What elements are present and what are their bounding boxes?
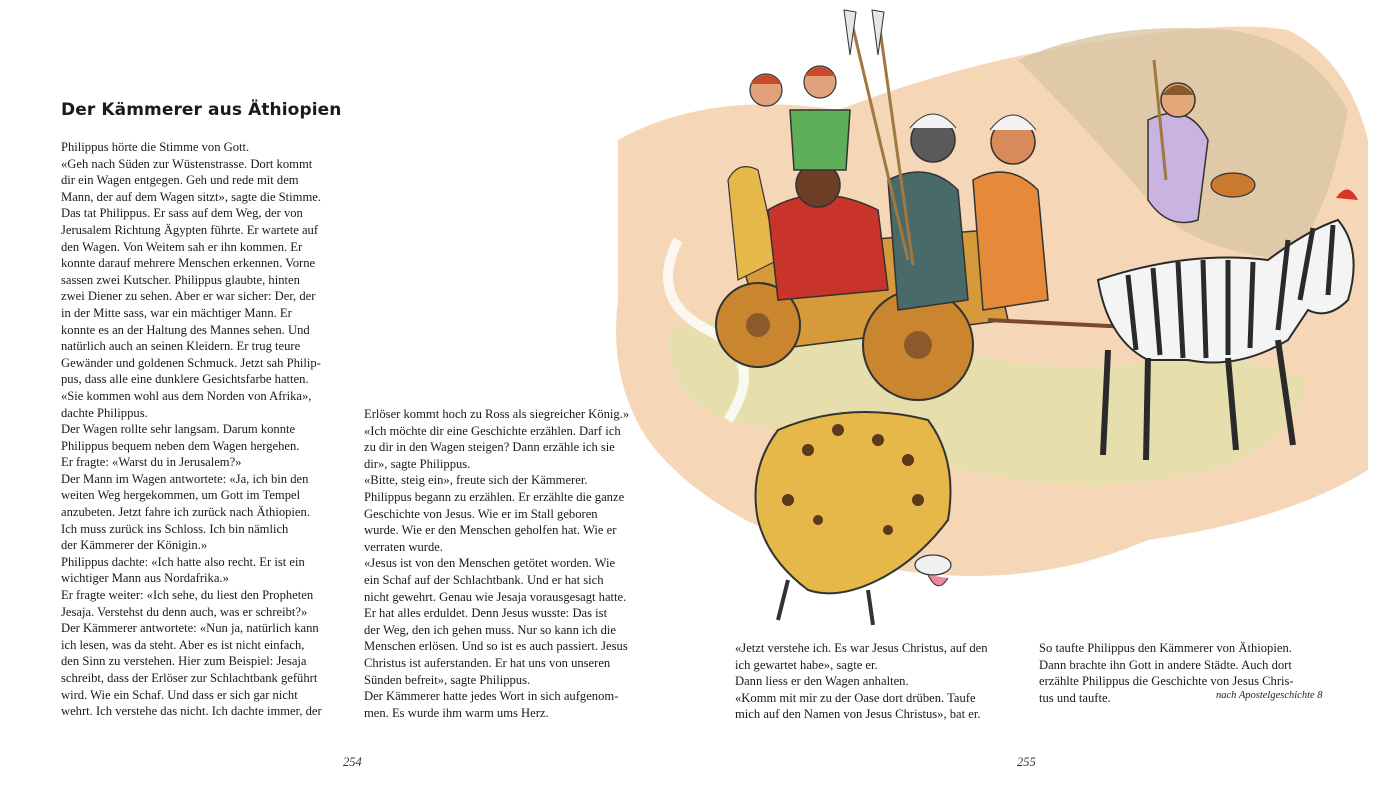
text-line: verraten wurde.: [364, 539, 444, 554]
text-line: Geschichte von Jesus. Wie er im Stall geboren: [364, 506, 598, 521]
text-line: schreibt, dass der Erlöser zur Schlachtbank geführt: [61, 671, 318, 685]
servants: [750, 66, 836, 106]
text-line: ich lesen, was da steht. Aber es ist nicht einfach,: [61, 637, 305, 652]
text-line: «Ich möchte dir eine Geschichte erzählen. Darf ich: [364, 423, 621, 438]
text-line: Der Kämmerer antwortete: «Nun ja, natürlich kann: [61, 621, 319, 636]
text-line: Menschen erlösen. Und so ist es auch passiert. Jesus: [364, 639, 628, 654]
text-line: Erlöser kommt hoch zu Ross als siegreicher König.»: [364, 407, 630, 421]
text-line: Jerusalem Richtung Ägypten führte. Er wartete auf: [61, 222, 319, 237]
page-number-left: 254: [343, 755, 362, 769]
page-number-right: 255: [1017, 755, 1036, 769]
text-line: zu dir in den Wagen steigen? Dann erzähle ich sie: [364, 440, 615, 455]
text-line: Dann brachte ihn Gott in andere Städte. Auch dort: [1039, 657, 1292, 672]
text-line: der Kämmerer der Königin.»: [61, 538, 208, 553]
text-line: konnte es an der Haltung des Mannes sehen. Und: [61, 322, 310, 337]
text-line: Ich muss zurück ins Schloss. Ich bin nämlich: [61, 521, 289, 536]
text-line: «Komm mit mir zu der Oase dort drüben. Taufe: [735, 690, 976, 705]
text-line: tus und taufte.: [1039, 690, 1111, 705]
text-line: So taufte Philippus den Kämmerer von Äthiopien.: [1039, 641, 1292, 655]
text-line: «Jetzt verstehe ich. Es war Jesus Christus, auf den: [735, 641, 988, 655]
text-line: zwei Diener zu sehen. Aber er war sicher: Der, der: [61, 289, 316, 304]
text-line: pus, dass alle eine dunklere Gesichtsfarbe hatten.: [61, 372, 309, 387]
text-line: wichtiger Mann aus Nordafrika.»: [61, 571, 229, 586]
text-line: wurde. Wie er den Menschen geholfen hat. Wie er: [364, 523, 617, 538]
source-note: nach Apostelgeschichte 8: [1216, 690, 1323, 701]
leopard: [756, 412, 952, 625]
text-line: Der Wagen rollte sehr langsam. Darum konnte: [61, 422, 296, 437]
text-line: Philippus dachte: «Ich hatte also recht. Er ist ein: [61, 554, 305, 569]
text-line: sassen zwei Kutscher. Philippus glaubte, hinten: [61, 272, 300, 287]
text-line: «Sie kommen wohl aus dem Norden von Afrika»,: [61, 388, 312, 403]
chariot-illustration: [588, 0, 1378, 640]
text-line: dachte Philippus.: [61, 405, 148, 420]
text-line: Mann, der auf dem Wagen sitzt», sagte die Stimme.: [61, 189, 322, 204]
text-line: Sünden befreit», sagte Philippus.: [364, 672, 531, 687]
text-line: Philippus bequem neben dem Wagen hergehen.: [61, 438, 300, 453]
text-line: ein Schaf auf der Schlachtbank. Und er hat sich: [364, 572, 604, 587]
text-line: Christus ist auferstanden. Er hat uns von unseren: [364, 655, 611, 670]
text-line: wird. Wie ein Schaf. Und dass er sich gar nicht: [61, 687, 298, 702]
text-line: nicht gewehrt. Genau wie Jesaja vorausgesagt hatte.: [364, 589, 627, 604]
text-line: wehrt. Ich verstehe das nicht. Ich dachte immer, der: [61, 704, 322, 719]
text-line: anzubeten. Jetzt fahre ich zurück nach Äthiopien.: [61, 505, 310, 520]
text-line: den Wagen. Von Weitem sah er ihn kommen. Er: [61, 239, 303, 254]
page-title: Der Kämmerer aus Äthiopien: [61, 100, 342, 120]
text-line: erzählte Philippus die Geschichte von Jesus Chris-: [1039, 674, 1294, 689]
text-line: Der Kämmerer hatte jedes Wort in sich aufgenom-: [364, 689, 619, 704]
text-column-3: [735, 640, 988, 723]
text-line: mich auf den Namen von Jesus Christus», bat er.: [735, 707, 981, 722]
text-line: Er fragte: «Warst du in Jerusalem?»: [61, 455, 242, 470]
text-line: men. Es wurde ihm warm ums Herz.: [364, 705, 549, 720]
text-line: Der Mann im Wagen antwortete: «Ja, ich bin den: [61, 471, 309, 486]
text-line: weiten Weg hergekommen, um Gott im Tempel: [61, 488, 301, 503]
text-column-1: [61, 139, 322, 720]
text-line: Das tat Philippus. Er sass auf dem Weg, der von: [61, 206, 303, 221]
text-line: dir ein Wagen entgegen. Geh und rede mit dem: [61, 173, 299, 188]
text-line: Gewänder und goldenen Schmuck. Jetzt sah Philip-: [61, 355, 321, 370]
text-line: Jesaja. Verstehst du denn auch, was er schreibt?»: [61, 604, 308, 619]
text-line: konnte darauf mehrere Menschen erkennen. Vorne: [61, 256, 316, 271]
text-line: Er hat alles erduldet. Denn Jesus wusste: Das ist: [364, 606, 608, 621]
text-line: «Geh nach Süden zur Wüstenstrasse. Dort kommt: [61, 156, 313, 171]
text-line: «Bitte, steig ein», freute sich der Kämmerer.: [364, 473, 588, 488]
text-line: dir», sagte Philippus.: [364, 456, 471, 471]
text-line: «Jesus ist von den Menschen getötet worden. Wie: [364, 556, 616, 571]
text-line: den Sinn zu verstehen. Hier zum Beispiel: Jesaja: [61, 654, 307, 669]
text-line: Er fragte weiter: «Ich sehe, du liest den Propheten: [61, 588, 314, 603]
text-line: Philippus begann zu erzählen. Er erzählte die ganze: [364, 489, 625, 504]
text-line: ich gewartet habe», sagte er.: [735, 657, 878, 672]
text-line: in der Mitte sass, war ein mächtiger Mann. Er: [61, 305, 292, 320]
text-line: der Weg, den ich gehen muss. Nur so kann ich die: [364, 622, 616, 637]
text-line: Philippus hörte die Stimme von Gott.: [61, 140, 250, 154]
text-line: Dann liess er den Wagen anhalten.: [735, 674, 909, 689]
text-line: natürlich auch an seinen Kleidern. Er trug teure: [61, 339, 301, 354]
